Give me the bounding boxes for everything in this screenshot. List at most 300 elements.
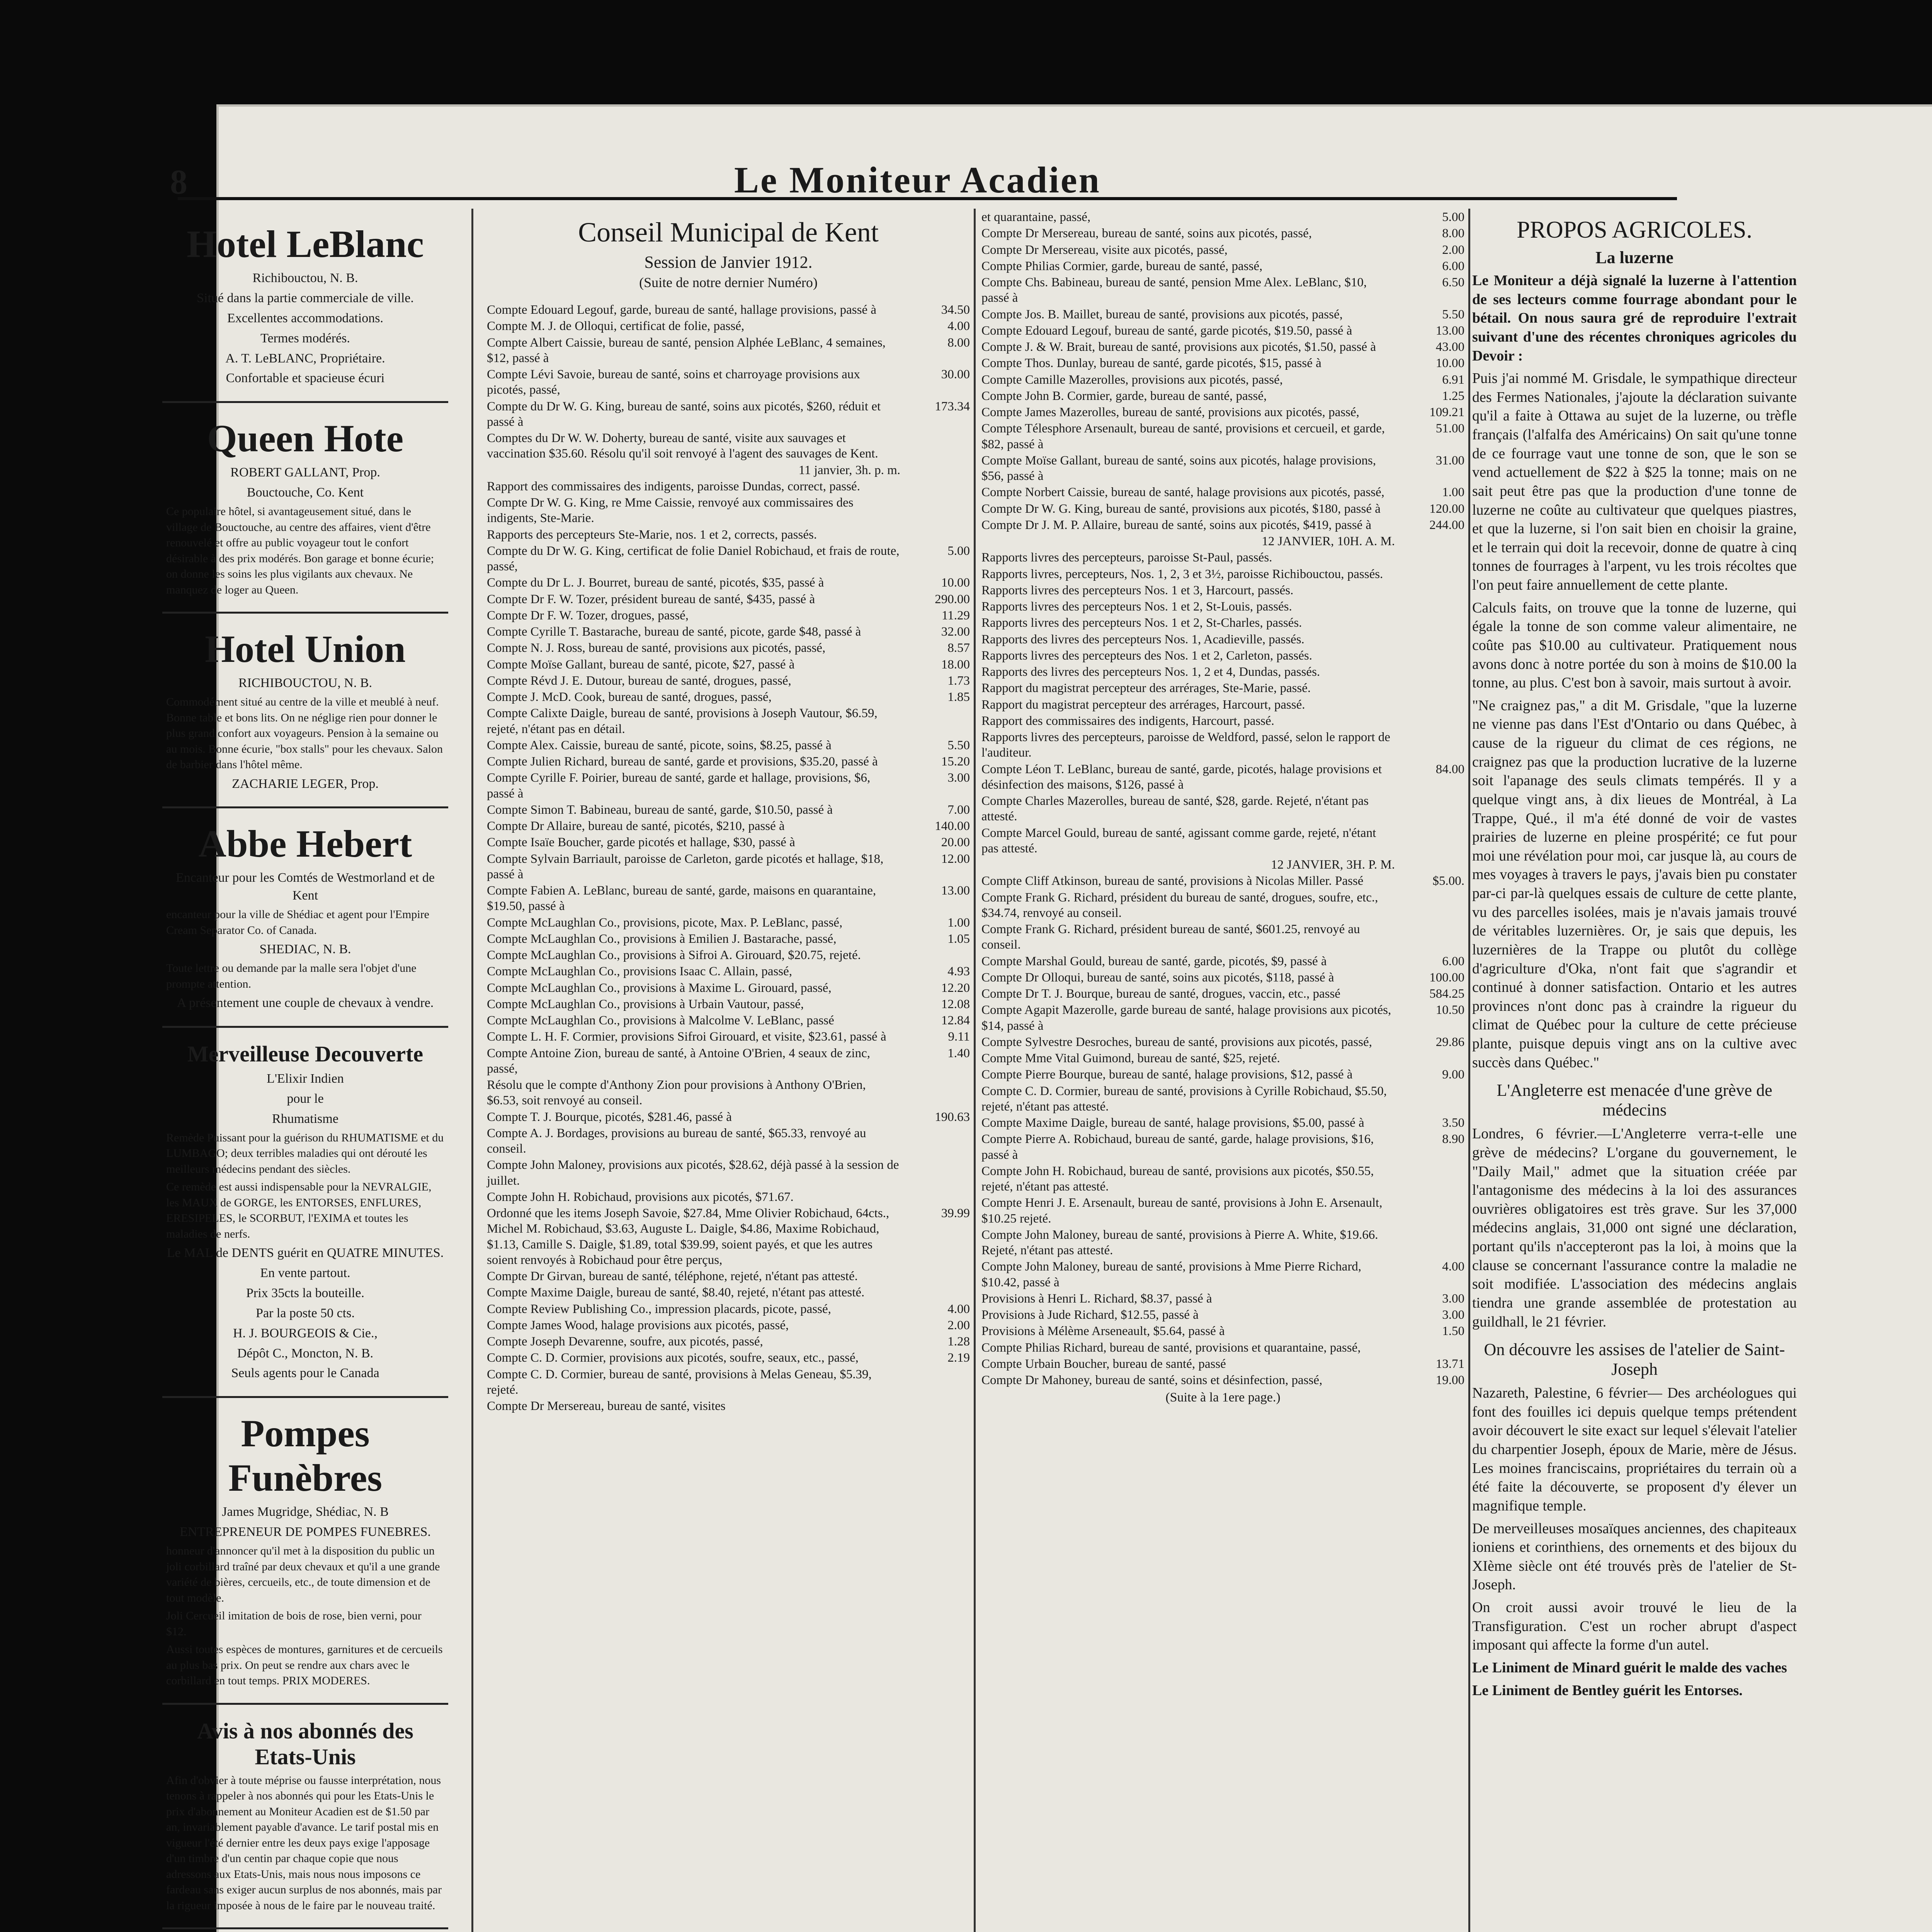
entry-amount: [904, 1189, 970, 1205]
entry-text: Compte Sylvain Barriault, paroisse de Carleton, garde picotés et hallage, $18, passé à: [487, 852, 884, 881]
council-entry: [981, 517, 1464, 533]
ad-title: Abbe Hebert: [198, 822, 412, 866]
council-entry: [981, 730, 1464, 761]
entry-text: Compte du Dr W. G. King, bureau de santé, soins aux picotés, $260, réduit et passé à: [487, 399, 881, 429]
advertisement: [162, 1398, 448, 1704]
council-entry: [981, 793, 1464, 825]
council-entry: [487, 640, 970, 656]
council-entry: [487, 1350, 970, 1366]
entry-amount: [1399, 1227, 1464, 1259]
entry-amount: [904, 1285, 970, 1300]
entry-amount: 244.00: [1429, 518, 1464, 532]
ad-line: Encanteur pour les Comtés de Westmorland et de Kent: [176, 871, 435, 903]
entry-text: Compte Révd J. E. Dutour, bureau de santé, drogues, passé,: [487, 673, 791, 688]
advertisement: [162, 1028, 448, 1398]
ad-line: Prix 35cts la bouteille.: [246, 1286, 364, 1300]
council-entry: [487, 754, 970, 769]
entry-amount: 84.00: [1435, 762, 1464, 776]
advertisement: [162, 403, 448, 614]
council-entry: [981, 485, 1464, 500]
entry-text: Compte N. J. Ross, bureau de santé, provisions aux picotés, passé,: [487, 641, 826, 655]
council-entry: [981, 1002, 1464, 1034]
entry-text: Compte John H. Robichaud, bureau de santé, provisions aux picotés, $50.55, rejeté, n'étant pas attesté.: [981, 1164, 1374, 1194]
entry-text: Compte Moïse Gallant, bureau de santé, picote, $27, passé à: [487, 657, 795, 672]
council-entry: [487, 318, 970, 334]
council-continued: (Suite de notre dernier Numéro): [639, 275, 818, 290]
entry-text: Provisions à Henri L. Richard, $8.37, passé à: [981, 1291, 1212, 1306]
council-entry: [981, 1259, 1464, 1290]
council-entry: [981, 1227, 1464, 1259]
entry-amount: [1399, 1195, 1464, 1226]
entry-amount: 13.00: [1435, 323, 1464, 338]
entry-amount: 584.25: [1429, 987, 1464, 1001]
entry-amount: [1399, 648, 1464, 663]
ad-line: Rhumatisme: [272, 1111, 338, 1126]
entry-text: Compte Thos. Dunlay, bureau de santé, garde picotés, $15, passé à: [981, 356, 1321, 371]
entry-text: Rapports livres des percepteurs Nos. 1 et 3, Harcourt, passés.: [981, 583, 1294, 597]
advertisement: [162, 1929, 448, 1932]
council-entry: [981, 388, 1464, 404]
entry-text: Compte Marcel Gould, bureau de santé, agissant comme garde, rejeté, n'étant pas attesté.: [981, 826, 1376, 855]
entry-amount: 6.00: [1442, 954, 1464, 968]
entry-amount: [1399, 534, 1464, 549]
ad-line: RICHIBOUCTOU, N. B.: [238, 676, 372, 690]
entry-text: Rapports des livres des percepteurs Nos. 1, 2 et 4, Dundas, passés.: [981, 665, 1320, 679]
ad-title: Pompes Funèbres: [228, 1412, 383, 1500]
ad-line: A présentement une couple de chevaux à vendre.: [177, 996, 434, 1010]
entry-text: Compte Dr J. M. P. Allaire, bureau de santé, soins aux picotés, $419, passé à: [981, 518, 1372, 532]
entry-amount: 4.00: [1442, 1260, 1464, 1274]
advertisement: [162, 1705, 448, 1930]
council-entry: [487, 1398, 970, 1414]
entry-amount: [904, 479, 970, 494]
entry-text: Compte C. D. Cormier, bureau de santé, provisions à Cyrille Robichaud, $5.50, rejeté, n'étant pas attesté.: [981, 1084, 1387, 1114]
ad-line: Ce remède est aussi indispensable pour la NEVRALGIE, les MAUX de GORGE, les ENTORSES, ENFLURES, ERESIPELES, le SCORBUT, l'EXIMA et toutes les maladies de nerfs.: [166, 1180, 432, 1240]
entry-amount: 1.00: [947, 915, 970, 930]
council-entry: [981, 209, 1464, 225]
entry-amount: [1399, 1340, 1464, 1355]
entry-amount: 9.00: [1442, 1068, 1464, 1082]
council-entry: [487, 883, 970, 914]
entry-amount: 15.20: [941, 755, 970, 769]
entry-amount: 18.00: [941, 657, 970, 672]
entry-amount: 1.50: [1442, 1324, 1464, 1338]
entry-amount: 1.00: [1442, 485, 1464, 500]
entry-amount: [1399, 697, 1464, 713]
council-entry: [981, 421, 1464, 452]
entry-amount: 1.73: [947, 673, 970, 688]
entry-text: Compte Antoine Zion, bureau de santé, à Antoine O'Brien, 4 seaux de zinc, passé,: [487, 1046, 871, 1076]
entry-amount: 8.90: [1442, 1132, 1464, 1146]
propos-paragraph: "Ne craignez pas," a dit M. Grisdale, "que la luzerne ne vienne pas dans l'Est d'Ontario ou dans Québec, à cause de la rigueur du climat de ces régions, ne craignez pas que la production lucrative de la luzerne soit l'apanage des seuls climats tempérés. Il y a quelque vingt ans, à dix lieues de Montréal, à La Trappe, Qué., il m'a été donné de voir de vastes prairies de luzerne en pleine prospérité; ce fut pour moi une révélation pour moi, car jusque là, au cours de mes voyages à travers le pays, j'avais bien pu constater par-ci par-là quelques essais de culture de cette plante, vu des parcelles isolées, mais je n'avais jamais trouvé de véritables luzernières. Or, je sais que depuis, les luzernières de la Trappe ou plutôt du collège d'agriculture d'Oka, n'ont fait que s'agrandir et continué à donner satisfaction. Ontario et les autres provinces n'ont donc pas à craindre la rigueur du climat de Québec pour la culture de cette précieuse plante, puisque depuis vingt ans on la cultive avec succès dans Québec.": [1472, 697, 1797, 1071]
council-entry: [981, 1307, 1464, 1323]
council-entry: [981, 1131, 1464, 1163]
entry-text: et quarantaine, passé,: [981, 210, 1091, 224]
entry-amount: [904, 430, 970, 462]
entry-text: Rapports livres, percepteurs, Nos. 1, 2, 3 et 3½, paroisse Richibouctou, passés.: [981, 567, 1383, 581]
council-entry: [981, 986, 1464, 1002]
entry-text: Compte Dr Mersereau, bureau de santé, visites: [487, 1399, 726, 1413]
entry-text: Compte Dr Mahoney, bureau de santé, soins et désinfection, passé,: [981, 1373, 1323, 1387]
entry-text: Compte Fabien A. LeBlanc, bureau de santé, garde, maisons en quarantaine, $19.50, passé à: [487, 884, 876, 913]
entry-amount: 5.00: [947, 544, 970, 558]
entry-text: Compte Dr F. W. Tozer, drogues, passé,: [487, 608, 689, 622]
ad-line: Ce populaire hôtel, si avantageusement situé, dans le village de Bouctouche, au centre des affaires, vient d'être renouvelé et offre au public voyageur tout le confort désirable à des prix modérés. Bon garage et bonne écurie; on donne les soins les plus vigilants aux chevaux. Ne manquez de loger au Queen.: [166, 505, 434, 596]
council-entry: [487, 1334, 970, 1349]
entry-amount: [1399, 857, 1464, 872]
entry-amount: 12.20: [941, 981, 970, 995]
entry-amount: [1399, 793, 1464, 825]
ad-line: Commodément situé au centre de la ville et meublé à neuf. Bonne table et bons lits. On ne néglige rien pour donner le plus grand confort aux voyageurs. Pension à la semaine ou au mois. Bonne écurie, "box stalls" pour les chevaux. Salon de barbier dans l'hôtel même.: [166, 696, 443, 771]
council-entry: [981, 632, 1464, 647]
ad-line: James Mugridge, Shédiac, N. B: [222, 1505, 389, 1519]
advertisement: [162, 209, 448, 403]
entry-text: Compte du Dr L. J. Bourret, bureau de santé, picotés, $35, passé à: [487, 576, 824, 590]
column-rule: [471, 209, 473, 1932]
ad-line: ENTREPRENEUR DE POMPES FUNEBRES.: [180, 1525, 431, 1539]
news-headline: On découvre les assises de l'atelier de Saint-Joseph: [1484, 1340, 1785, 1379]
entry-text: Compte Frank G. Richard, président du bureau de santé, drogues, soufre, etc., $34.74, renvoyé au conseil.: [981, 890, 1378, 920]
council-entry: [487, 738, 970, 753]
council-entry: [981, 697, 1464, 713]
ad-line: Par la poste 50 cts.: [256, 1306, 355, 1320]
ad-line: Remède Puissant pour la guérison du RHUMATISME et du LUMBAGO; deux terribles maladies qui ont dérouté les meilleurs médecins pendant des siècles.: [166, 1131, 444, 1175]
entry-amount: 190.63: [935, 1110, 970, 1124]
council-entry: [487, 302, 970, 318]
entry-text: Compte Mme Vital Guimond, bureau de santé, $25, rejeté.: [981, 1051, 1280, 1065]
council-entry: [487, 575, 970, 590]
entry-amount: 4.00: [947, 1302, 970, 1316]
council-entry: [487, 527, 970, 543]
entry-text: Compte John H. Robichaud, provisions aux picotés, $71.67.: [487, 1190, 794, 1204]
entry-text: 11 janvier, 3h. p. m.: [798, 463, 900, 477]
council-entry: [487, 495, 970, 526]
council-entry: [487, 1046, 970, 1077]
entry-amount: 34.50: [941, 303, 970, 317]
entry-amount: 3.50: [1442, 1116, 1464, 1130]
entry-text: Compte C. D. Cormier, provisions aux picotés, soufre, seaux, etc., passé,: [487, 1351, 859, 1365]
entry-amount: 1.85: [947, 690, 970, 704]
ad-line: Confortable et spacieuse écuri: [226, 371, 385, 386]
entry-amount: 3.00: [1442, 1291, 1464, 1306]
entry-text: Compte Léon T. LeBlanc, bureau de santé, garde, picotés, halage provisions et désinfection des maisons, $126, passé à: [981, 762, 1382, 792]
entry-amount: [904, 947, 970, 963]
entry-amount: [904, 1077, 970, 1109]
entry-text: Compte Alex. Caissie, bureau de santé, picote, soins, $8.25, passé à: [487, 738, 832, 752]
council-entry: [487, 1269, 970, 1284]
entry-amount: [904, 527, 970, 543]
council-entry: [981, 1323, 1464, 1339]
entry-text: Compte Sylvestre Desroches, bureau de santé, provisions aux picotés, passé,: [981, 1035, 1372, 1049]
council-entry: [487, 1029, 970, 1044]
council-entry: [487, 673, 970, 689]
entry-amount: 5.50: [947, 738, 970, 752]
council-entry: [981, 1195, 1464, 1226]
news-paragraph: Nazareth, Palestine, 6 février— Des archéologues qui font des fouilles ici depuis quelque temps prétendent avoir découvert le site exact sur lequel s'élevait l'atelier du charpentier Joseph, époux de Marie, mère de Jésus. Les moines franciscains, propriétaires du terrain où a été faite la découverte, se proposent d'y élever un magnifique temple.: [1472, 1385, 1797, 1514]
entry-amount: 10.00: [1435, 356, 1464, 371]
entry-amount: 12.84: [941, 1014, 970, 1027]
news-headline: L'Angleterre est menacée d'une grève de médecins: [1497, 1081, 1772, 1120]
entry-text: Provisions à Jude Richard, $12.55, passé à: [981, 1308, 1199, 1322]
entry-text: Compte Norbert Caissie, bureau de santé, halage provisions aux picotés, passé,: [981, 485, 1384, 500]
council-entry: [981, 307, 1464, 322]
council-entry: [487, 1285, 970, 1300]
ad-line: Toute lettre ou demande par la malle sera l'objet d'une prompte attention.: [166, 962, 417, 990]
council-entry: [487, 1013, 970, 1028]
ad-line: ROBERT GALLANT, Prop.: [230, 465, 380, 480]
entry-text: Rapport des commissaires des indigents, Harcourt, passé.: [981, 714, 1274, 728]
entry-text: Compte Pierre A. Robichaud, bureau de santé, garde, halage provisions, $16, passé à: [981, 1132, 1374, 1162]
ad-line: L'Elixir Indien: [267, 1071, 344, 1086]
entry-text: Rapport du magistrat percepteur des arrérages, Ste-Marie, passé.: [981, 681, 1311, 696]
ad-title: Avis à nos abonnés des Etats-Unis: [197, 1718, 413, 1769]
entry-text: Compte Lévi Savoie, bureau de santé, soins et charroyage provisions aux picotés, passé,: [487, 367, 860, 397]
entry-text: Compte Dr W. G. King, re Mme Caissie, renvoyé aux commissaires des indigents, Ste-Marie.: [487, 496, 854, 526]
council-session: Session de Janvier 1912.: [644, 253, 813, 272]
council-entry: [981, 405, 1464, 420]
council-entry: [487, 1157, 970, 1189]
council-entry: [981, 259, 1464, 274]
entry-text: Compte Edouard Legouf, bureau de santé, garde picotés, $19.50, passé à: [981, 323, 1352, 338]
entry-amount: [1399, 550, 1464, 565]
entry-text: Compte Marshal Gould, bureau de santé, garde, picotés, $9, passé à: [981, 954, 1327, 968]
entry-amount: 51.00: [1435, 422, 1464, 436]
ad-line: pour le: [287, 1091, 324, 1106]
entry-amount: 3.00: [947, 771, 970, 785]
ad-line: Seuls agents pour le Canada: [231, 1366, 379, 1381]
entry-text: Compte Dr W. G. King, bureau de santé, provisions aux picotés, $180, passé à: [981, 502, 1381, 516]
ad-line: Bouctouche, Co. Kent: [247, 485, 364, 500]
council-entry: [981, 1163, 1464, 1195]
entry-text: Compte Dr Mersereau, bureau de santé, soins aux picotés, passé,: [981, 226, 1312, 241]
entry-amount: 3.00: [1442, 1308, 1464, 1322]
advertisement: [162, 614, 448, 808]
council-entry: [487, 624, 970, 639]
ad-line: encanteur pour la ville de Shédiac et agent pour l'Empire Cream Separator Co. of Canada.: [166, 908, 429, 937]
entry-amount: 6.91: [1442, 372, 1464, 387]
council-entry: [981, 762, 1464, 793]
entry-amount: 12.00: [941, 852, 970, 866]
ad-line: ZACHARIE LEGER, Prop.: [232, 776, 379, 791]
council-entry: [487, 592, 970, 607]
council-entry: [487, 770, 970, 801]
entry-text: Compte J. McD. Cook, bureau de santé, drogues, passé,: [487, 690, 772, 704]
ad-line: Le MAL de DENTS guérit en QUATRE MINUTES.: [167, 1246, 444, 1260]
entry-text: Compte James Wood, halage provisions aux picotés, passé,: [487, 1318, 789, 1332]
news-paragraph: De merveilleuses mosaïques anciennes, des chapiteaux ioniens et corinthiens, des ornements et des bijoux du XIème siècle ont été trouvés près de l'atelier de St-Joseph.: [1472, 1520, 1797, 1593]
council-entry: [981, 1067, 1464, 1082]
entry-amount: 2.19: [947, 1351, 970, 1365]
entry-text: Compte C. D. Cormier, bureau de santé, provisions à Melas Geneau, $5.39, rejeté.: [487, 1367, 872, 1397]
council-entry: [981, 534, 1464, 549]
entry-amount: 13.71: [1435, 1357, 1464, 1371]
council-entry: [981, 1051, 1464, 1066]
entry-text: Compte Simon T. Babineau, bureau de santé, garde, $10.50, passé à: [487, 803, 833, 817]
entry-amount: 120.00: [1429, 502, 1464, 516]
council-entry: [487, 543, 970, 575]
entry-text: 12 JANVIER, 3H. P. M.: [1271, 858, 1395, 872]
council-entry: [487, 463, 970, 478]
council-entry: [487, 980, 970, 996]
entry-text: Compte John Maloney, provisions aux picotés, $28.62, déjà passé à la session de juillet.: [487, 1158, 899, 1188]
entry-amount: 10.00: [941, 576, 970, 590]
council-entry: [487, 706, 970, 737]
entry-text: Rapport des commissaires des indigents, paroisse Dundas, correct, passé.: [487, 479, 860, 493]
council-entry: [487, 335, 970, 366]
council-entry: [487, 399, 970, 430]
council-entry: [487, 1189, 970, 1205]
council-entry: [981, 453, 1464, 484]
entry-text: Compte McLaughlan Co., provisions à Emilien J. Bastarache, passé,: [487, 932, 837, 946]
entry-amount: 8.00: [1442, 226, 1464, 241]
entry-amount: 31.00: [1435, 453, 1464, 468]
entry-amount: [1399, 632, 1464, 647]
entry-amount: [904, 1157, 970, 1189]
entry-text: Comptes du Dr W. W. Doherty, bureau de santé, visite aux sauvages et vaccination $35.60. Résolu qu'il soit renvoyé à l'agent des sauvages de Kent.: [487, 431, 878, 461]
entry-text: Compte Julien Richard, bureau de santé, garde et provisions, $35.20, passé à: [487, 755, 878, 769]
council-entry: [487, 1077, 970, 1109]
ad-line: SHEDIAC, N. B.: [259, 942, 351, 957]
column-rule: [974, 209, 976, 1932]
entry-text: Compte M. J. de Olloqui, certificat de folie, passé,: [487, 319, 745, 333]
propos-lead: Le Moniteur a déjà signalé la luzerne à l'attention de ses lecteurs comme fourrage abondant pour le bétail. On nous saura gré de reproduire l'extrait suivant d'une des récentes chroniques agricoles du Devoir :: [1472, 272, 1797, 364]
entry-amount: 13.00: [941, 884, 970, 898]
council-entry: [981, 1340, 1464, 1355]
council-entry: [487, 689, 970, 705]
ad-line: Situé dans la partie commerciale de ville.: [197, 291, 414, 305]
entry-text: 12 JANVIER, 10H. A. M.: [1262, 534, 1395, 548]
council-entry: [981, 323, 1464, 338]
entry-amount: 9.11: [948, 1030, 970, 1044]
council-entry: [981, 1034, 1464, 1050]
entry-text: Compte Frank G. Richard, président bureau de santé, $601.25, renvoyé au conseil.: [981, 922, 1360, 952]
council-entry: [487, 818, 970, 834]
entry-amount: 4.00: [947, 319, 970, 333]
entry-text: Compte Maxime Daigle, bureau de santé, $8.40, rejeté, n'étant pas attesté.: [487, 1286, 865, 1300]
entry-text: Compte A. J. Bordages, provisions au bureau de santé, $65.33, renvoyé au conseil.: [487, 1126, 866, 1156]
entry-text: Compte Review Publishing Co., impression placards, picote, passé,: [487, 1302, 831, 1316]
entry-amount: 1.28: [947, 1335, 970, 1349]
council-entry: [981, 355, 1464, 371]
entry-amount: [904, 1269, 970, 1284]
council-entry: [981, 922, 1464, 953]
council-entry: [487, 931, 970, 947]
entry-amount: 5.00: [1442, 210, 1464, 224]
council-entry: [487, 430, 970, 462]
entry-amount: 32.00: [941, 625, 970, 639]
council-entry: [487, 1126, 970, 1157]
entry-amount: 43.00: [1435, 340, 1464, 354]
propos-title: PROPOS AGRICOLES.: [1517, 217, 1752, 243]
news-paragraph: On croit aussi avoir trouvé le lieu de la Transfiguration. C'est un rocher abrupt d'aspect imposant qui affecte la forme d'un autel.: [1472, 1599, 1797, 1653]
council-entry: [487, 1367, 970, 1398]
council-entry: [487, 947, 970, 963]
entry-text: Rapports livres des percepteurs des Nos. 1 et 2, Carleton, passés.: [981, 648, 1312, 663]
entry-amount: 8.57: [947, 641, 970, 655]
ad-title: Hotel Union: [205, 628, 406, 671]
entry-text: Compte Jos. B. Maillet, bureau de santé, provisions aux picotés, passé,: [981, 307, 1343, 321]
entry-amount: 11.29: [941, 608, 970, 622]
ad-line: Excellentes accommodations.: [227, 311, 384, 325]
entry-amount: 100.00: [1429, 970, 1464, 985]
entry-amount: 6.00: [1442, 259, 1464, 273]
entry-text: Compte McLaughlan Co., provisions à Maxime L. Girouard, passé,: [487, 981, 832, 995]
entry-text: Compte Isaïe Boucher, garde picotés et hallage, $30, passé à: [487, 835, 795, 850]
entry-amount: [1399, 1083, 1464, 1115]
entry-text: Compte McLaughlan Co., provisions à Malcolme V. LeBlanc, passé: [487, 1014, 834, 1027]
council-entry: [981, 275, 1464, 306]
entry-text: Rapports livres des percepteurs, paroisse de Weldford, passé, selon le rapport de l'auditeur.: [981, 730, 1390, 760]
ad-line: Dépôt C., Moncton, N. B.: [237, 1346, 374, 1361]
entry-amount: 10.50: [1435, 1003, 1464, 1017]
entry-text: Compte Urbain Boucher, bureau de santé, passé: [981, 1357, 1226, 1371]
council-entry: [981, 566, 1464, 582]
council-entry: [981, 664, 1464, 680]
entry-text: Compte Cyrille T. Bastarache, bureau de santé, picote, garde $48, passé à: [487, 625, 861, 639]
entry-amount: [904, 1126, 970, 1157]
council-entry: [981, 825, 1464, 857]
council-column-2: [981, 209, 1464, 1407]
ad-line: Richibouctou, N. B.: [252, 271, 358, 285]
entry-amount: 12.08: [941, 997, 970, 1011]
ad-title: Queen Hote: [207, 417, 404, 460]
entry-amount: 4.93: [947, 964, 970, 979]
entry-amount: [1399, 615, 1464, 631]
entry-text: Compte Dr F. W. Tozer, président bureau de santé, $435, passé à: [487, 592, 815, 606]
entry-text: Rapports des livres des percepteurs Nos. 1, Acadieville, passés.: [981, 632, 1304, 646]
ad-line: H. J. BOURGEOIS & Cie.,: [233, 1326, 378, 1340]
council-entry: [487, 851, 970, 883]
entry-amount: [1399, 922, 1464, 953]
entry-amount: [1399, 599, 1464, 614]
ad-title: Merveilleuse Decouverte: [187, 1041, 423, 1066]
ad-line: Afin d'obvier à toute méprise ou fausse interprétation, nous tenons à rappeler à nos abonnés qui pour les Etats-Unis le prix d'abonnement au Moniteur Acadien est de $1.50 par an, invariablement payable d'avance. Le tarif postal mis en vigueur l'été dernier entre les deux pays exige l'apposage d'un timbre d'un centin par chaque copie que nous adressons aux Etats-Unis, mais nous nous imposons ce fardeau sans exiger aucun surplus de nos abonnés, mais par la rigueur imposée à nous de le faire par le nouveau traité.: [166, 1774, 442, 1912]
entry-amount: [1399, 583, 1464, 598]
entry-text: Compte du Dr W. G. King, certificat de folie Daniel Robichaud, et frais de route, passé,: [487, 544, 900, 573]
entry-text: Compte Cyrille F. Poirier, bureau de santé, garde et hallage, provisions, $6, passé à: [487, 771, 871, 801]
entry-text: Compte John Maloney, bureau de santé, provisions à Mme Pierre Richard, $10.42, passé à: [981, 1260, 1362, 1289]
entry-text: Compte Dr T. J. Bourque, bureau de santé, drogues, vaccin, etc., passé: [981, 987, 1340, 1001]
entry-amount: [1399, 825, 1464, 857]
council-entry: [981, 550, 1464, 565]
entry-text: Compte Joseph Devarenne, soufre, aux picotés, passé,: [487, 1335, 763, 1349]
entry-text: Compte McLaughlan Co., provisions à Sifroi A. Girouard, $20.75, rejeté.: [487, 948, 861, 962]
propos-subtitle: La luzerne: [1595, 248, 1673, 267]
entry-amount: [1399, 713, 1464, 729]
entry-text: Compte T. J. Bourque, picotés, $281.46, passé à: [487, 1110, 732, 1124]
entry-text: Résolu que le compte d'Anthony Zion pour provisions à Anthony O'Brien, $6.53, soit renvoyé au conseil.: [487, 1078, 866, 1108]
ad-line: honneur d'annoncer qu'il met à la disposition du public un joli corbillard traîné par deux chevaux et qu'il a une grande variété de bières, cercueils, etc., de toute dimension et de tout modèle.: [166, 1544, 440, 1604]
entry-text: Compte Philias Richard, bureau de santé, provisions et quarantaine, passé,: [981, 1340, 1361, 1355]
entry-text: Compte Dr Olloqui, bureau de santé, soins aux picotés, $118, passé à: [981, 970, 1334, 985]
entry-text: Compte J. & W. Brait, bureau de santé, provisions aux picotés, $1.50, passé à: [981, 340, 1376, 354]
council-entry: [981, 1372, 1464, 1388]
entry-text: Compte McLaughlan Co., provisions, picote, Max. P. LeBlanc, passé,: [487, 915, 843, 930]
entry-amount: 39.99: [941, 1206, 970, 1220]
page-number: 8: [170, 163, 187, 201]
council-entry: [981, 1115, 1464, 1131]
entry-text: Compte Pierre Bourque, bureau de santé, halage provisions, $12, passé à: [981, 1068, 1353, 1082]
entry-text: Rapport du magistrat percepteur des arrérages, Harcourt, passé.: [981, 697, 1305, 712]
entry-text: Provisions à Mélème Arseneault, $5.64, passé à: [981, 1324, 1225, 1338]
entry-text: Compte Edouard Legouf, garde, bureau de santé, hallage provisions, passé à: [487, 303, 877, 317]
entry-text: Rapports livres des percepteurs, paroisse St-Paul, passés.: [981, 551, 1272, 565]
council-entry: [981, 501, 1464, 517]
entry-amount: [904, 1398, 970, 1414]
column-rule: [1468, 209, 1470, 1932]
entry-amount: 20.00: [941, 835, 970, 850]
entry-text: Compte Henri J. E. Arsenault, bureau de santé, provisions à John E. Arsenault, $10.25 rejeté.: [981, 1196, 1383, 1226]
